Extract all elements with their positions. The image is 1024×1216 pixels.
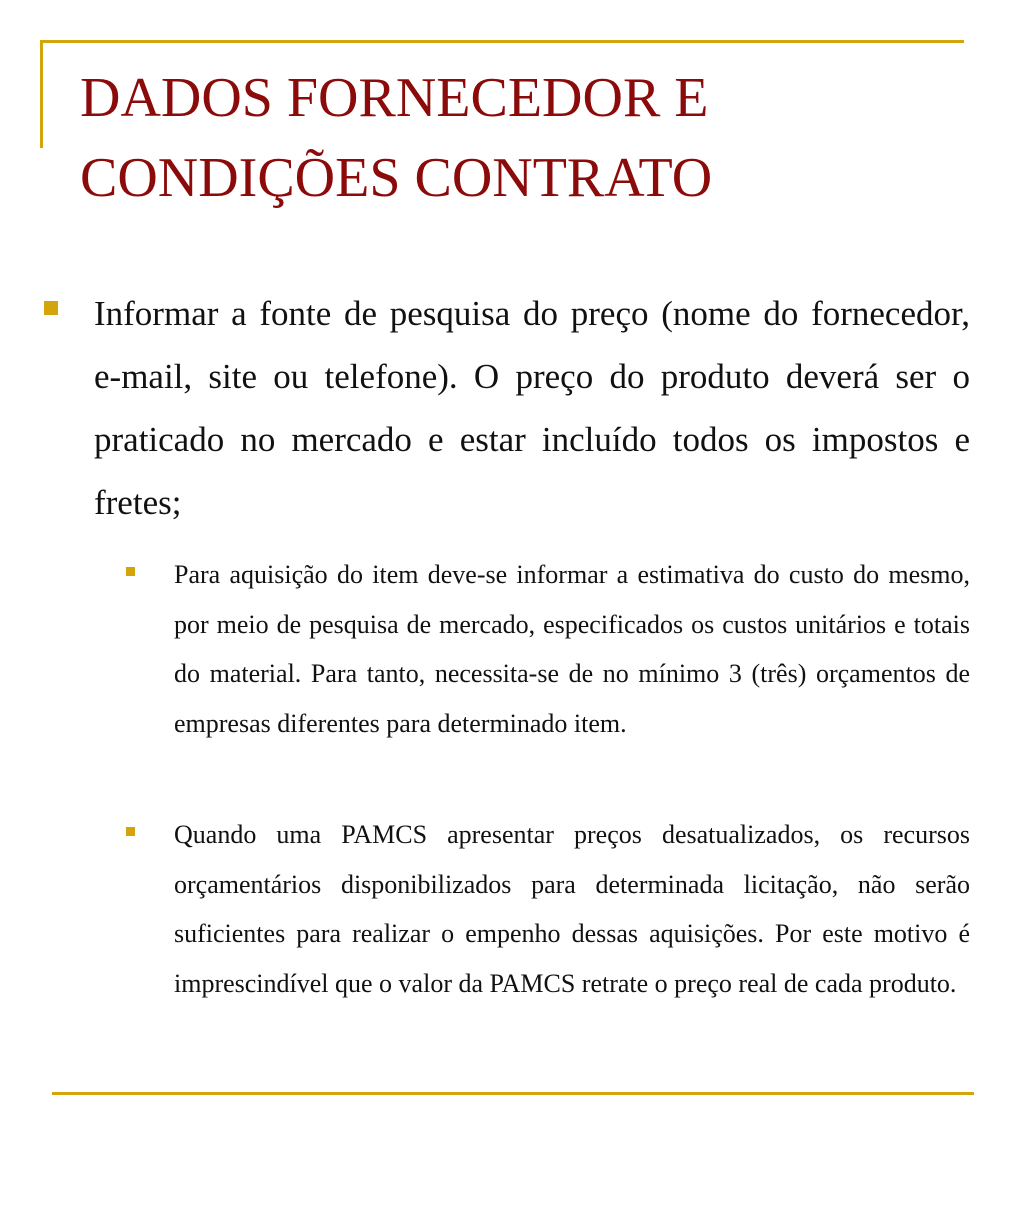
slide-title xyxy=(80,58,980,218)
square-bullet-icon xyxy=(126,567,135,576)
slide-title-line-2: CONDIÇÕES CONTRATO xyxy=(80,147,713,209)
left-rule xyxy=(40,40,43,148)
sub-bullet-item-1 xyxy=(126,550,970,748)
square-bullet-icon xyxy=(44,301,58,315)
main-bullet-item xyxy=(44,282,970,534)
top-rule xyxy=(42,40,964,43)
sub-bullet-text-2: Quando uma PAMCS apresentar preços desatualizados, os recursos orçamentários disponibilizados para determinada licitação, não serão suficientes para realizar o empenho dessas aquisições. Por este motivo é imprescindível que o valor da PAMCS retrate o preço real de cada produto. xyxy=(174,820,970,998)
bottom-rule xyxy=(52,1092,974,1095)
sub-bullet-text-1: Para aquisição do item deve-se informar a estimativa do custo do mesmo, por meio de pesquisa de mercado, especificados os custos unitários e totais do material. Para tanto, necessita-se de no mínimo 3 (três) orçamentos de empresas diferentes para determinado item. xyxy=(174,560,970,738)
slide-title-line-1: DADOS FORNECEDOR E xyxy=(80,67,709,129)
sub-bullet-item-2 xyxy=(126,810,970,1008)
square-bullet-icon xyxy=(126,827,135,836)
main-bullet-text: Informar a fonte de pesquisa do preço (nome do fornecedor, e-mail, site ou telefone). O preço do produto deverá ser o praticado no mercado e estar incluído todos os impostos e fretes; xyxy=(94,294,970,522)
